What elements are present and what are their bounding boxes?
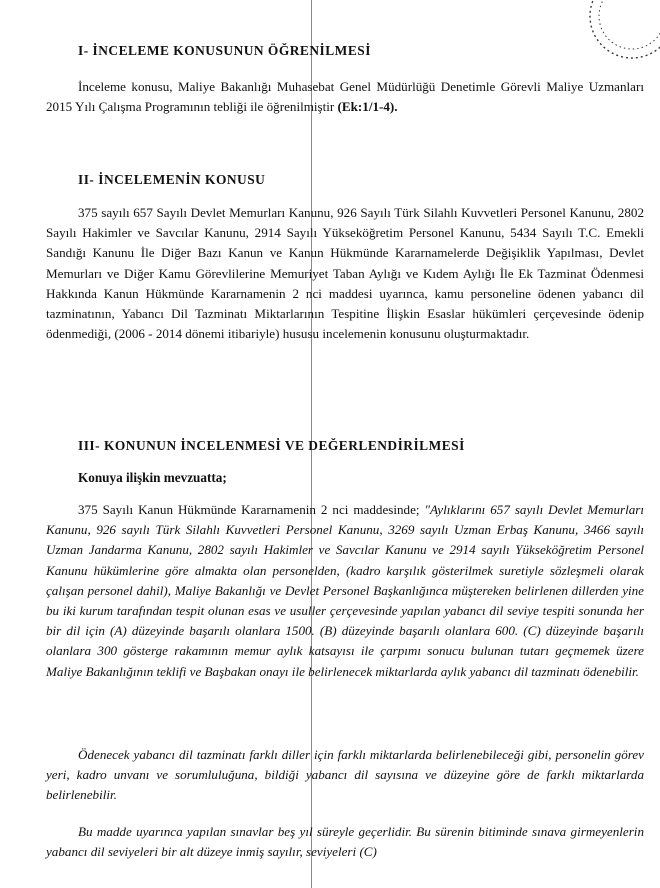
- section-3-paragraph-3: Bu madde uyarınca yapılan sınavlar beş yıl süreyle geçerlidir. Bu sürenin bitiminde sınava girmeyenlerin yabancı dil seviyeleri bir alt düzeye inmiş sayılır, seviyeleri (C): [46, 824, 644, 860]
- section-1-paragraph: [46, 77, 644, 117]
- section-3-heading: III- KONUNUN İNCELENMESİ VE DEĞERLENDİRİLMESİ: [78, 438, 465, 453]
- section-2-paragraph: 375 sayılı 657 Sayılı Devlet Memurları Kanunu, 926 Sayılı Türk Silahlı Kuvvetleri Personel Kanunu, 2802 Sayılı Hakimler ve Savcılar Kanunu, 2914 Sayılı Yükseköğretim Personel Kanunu, 5434 Sayılı T.C. Emekli Sandığı Kanunu İle Diğer Bazı Kanun ve Kanun Hükmünde Kararnamelerde Değişiklik Yapılması, Devlet Memurları ve Diğer Kamu Görevlilerine Memuriyet Taban Aylığı ve Kıdem Aylığı İle Ek Tazminat Ödenmesi Hakkında Kanun Hükmünde Kararnamenin 2 nci maddesi uyarınca, kamu personeline ödenen yabancı dil tazminatının, Yabancı Dil Tazminatı Miktarlarının Tespitine İlişkin Esaslar hükümleri çerçevesinde ödenip ödenmediği, (2006 - 2014 dönemi itibariyle) hususu incelemenin konusunu oluşturmaktadır.: [46, 205, 644, 342]
- section-3-lead: 375 Sayılı Kanun Hükmünde Kararnamenin 2 nci maddesinde;: [78, 502, 425, 517]
- section-2-heading: II- İNCELEMENİN KONUSU: [78, 172, 266, 187]
- section-1-ref: (Ek:1/1-4).: [334, 99, 398, 115]
- section-3-paragraph-2: Ödenecek yabancı dil tazminatı farklı diller için farklı miktarlarda belirlenebileceği gibi, personelin görev yeri, kadro unvanı ve sorumluluğuna, bildiği yabancı dil sayısına ve düzeyine göre de farklı miktarlarda belirlenebilir.: [46, 747, 644, 803]
- section-1-text: İnceleme konusu, Maliye Bakanlığı Muhasebat Genel Müdürlüğü Denetimle Görevli Maliye Uzmanları 2015 Yılı Çalışma Programının tebliği ile öğrenilmiştir: [46, 79, 644, 115]
- section-3-quote: "Aylıklarını 657 sayılı Devlet Memurları Kanunu, 926 sayılı Türk Silahlı Kuvvetleri Personel Kanunu, 3269 sayılı Uzman Erbaş Kanunu, 3466 sayılı Uzman Jandarma Kanunu, 2802 sayılı Hakimler ve Savcılar Kanunu ve 2914 sayılı Yükseköğretim Personel Kanunu hükümlerine göre almakta olan personelden, (kadro karşılık gösterilmek suretiyle sözleşmeli olarak çalışan personel dahil), Maliye Bakanlığı ve Devlet Personel Başkanlığınca müştereken belirlenen dillerden yine bu iki kurum tarafından tespit olunan esas ve usuller çerçevesinde yapılan yabancı dil seviye tespiti sonunda her bir dil için (A) düzeyinde başarılı olanlara 1500. (B) düzeyinde başarılı olanlara 600. (C) düzeyinde başarılı olanlara 300 gösterge rakamının memur aylık katsayısı ile çarpımı sonucu bulunan tutarı geçmemek üzere Maliye Bakanlığının teklifi ve Başbakan onayı ile belirlenecek miktarlarda aylık yabancı dil tazminatı ödenebilir.: [46, 502, 645, 679]
- section-1-heading: I- İNCELEME KONUSUNUN ÖĞRENİLMESİ: [78, 43, 371, 58]
- section-3-subheading: Konuya ilişkin mevzuatta;: [78, 470, 227, 485]
- section-3-paragraph-1: [46, 500, 644, 682]
